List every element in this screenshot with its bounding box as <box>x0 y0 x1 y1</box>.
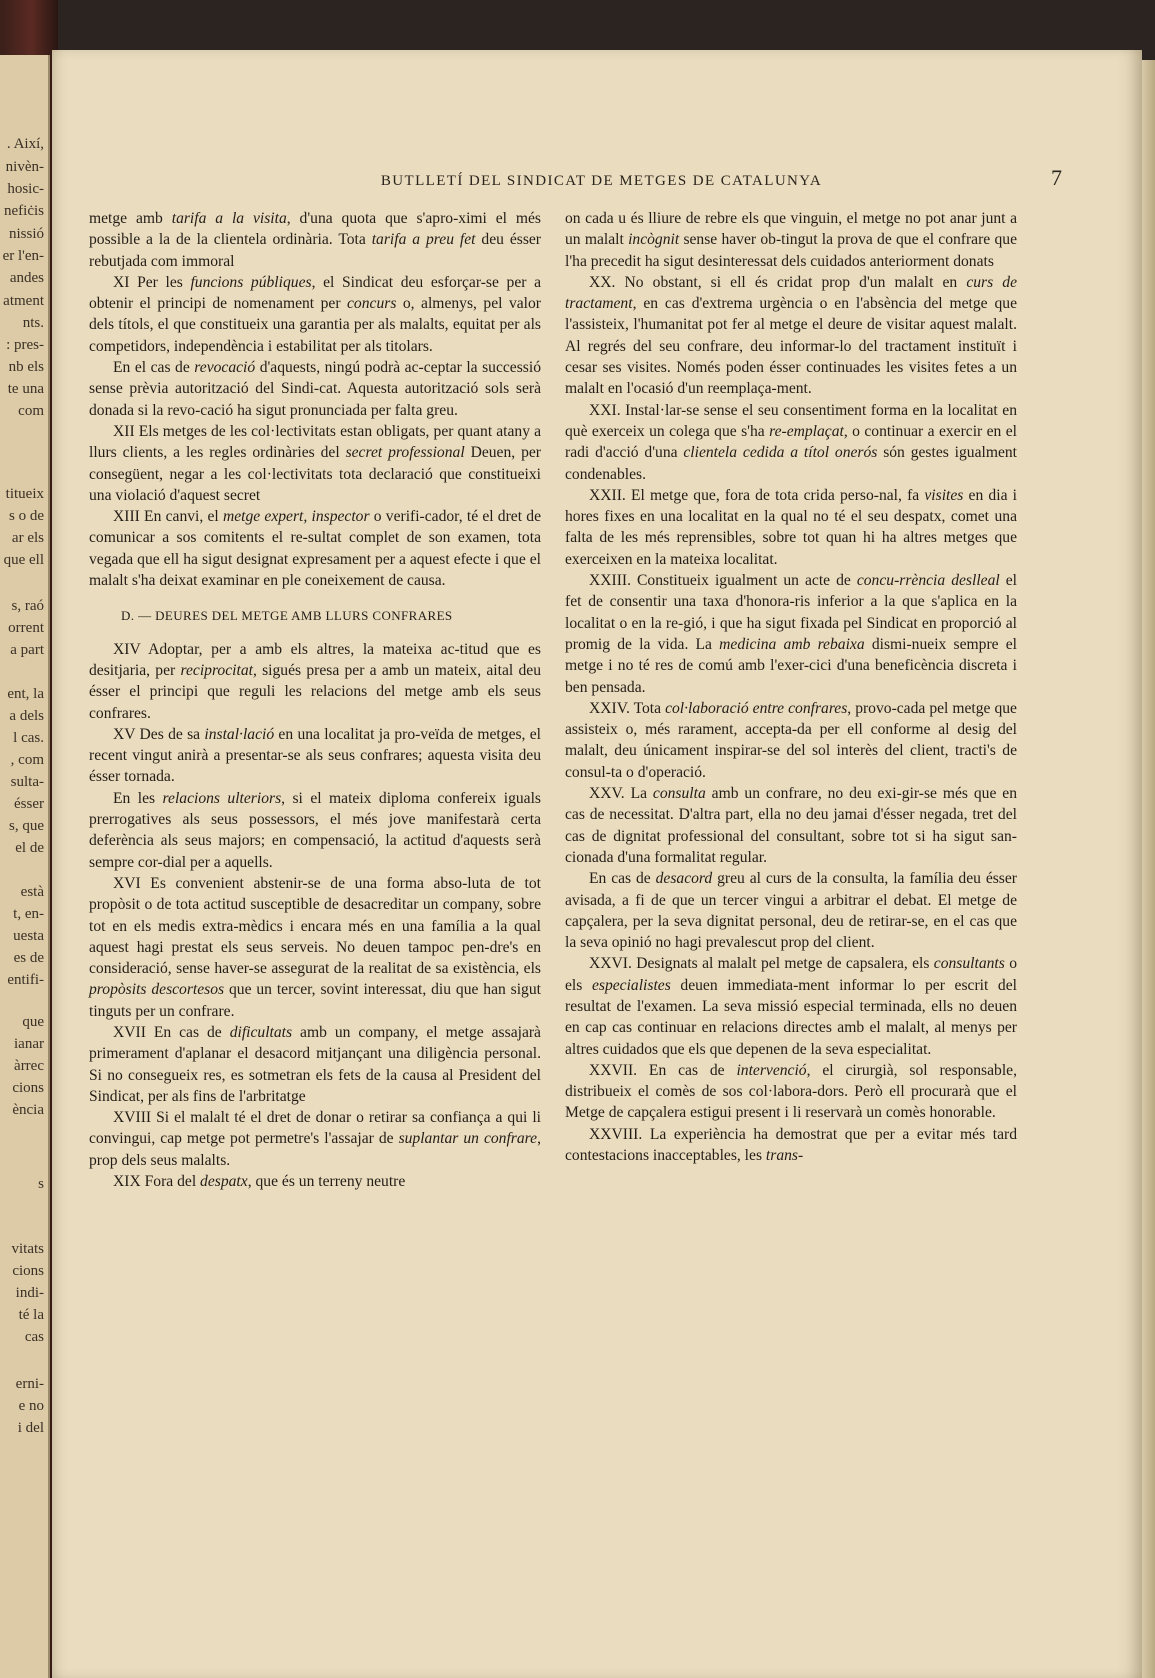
prev-page-text-fragment: s o de <box>9 508 44 524</box>
paragraph: on cada u és lliure de rebre els que vinguin, el metge no pot anar junt a un malalt incògnit sense haver ob-tingut la prova de que el confrare que l'ha precedit ha sigut desinteressat dels cuidados anteriorment donats <box>565 210 1017 270</box>
prev-page-text-fragment: ianar <box>14 1036 44 1052</box>
paragraph: XXVII. En cas de intervenció, el cirurgià, sol responsable, distribueix el comès de sos col·labora-dors. Però ell procurarà que el Metge de capçalera estigui present i li reservarà un comès honorable. <box>565 1061 1017 1122</box>
prev-page-text-fragment: . Així, <box>6 136 44 152</box>
prev-page-text-fragment: entifi- <box>7 972 44 988</box>
prev-page-text-fragment: ència <box>12 1102 44 1118</box>
prev-page-text-fragment: cas <box>24 1329 44 1345</box>
prev-page-text-fragment: e no <box>18 1398 44 1414</box>
prev-page-text-fragment: l cas. <box>13 730 44 746</box>
prev-page-text-fragment: t, en- <box>13 906 44 922</box>
paragraph: XVI Es convenient abstenir-se de una forma abso-luta de tot propòsit o de tota actitud susceptible de desacreditar un company, sobre tot en els medis extra-mèdics i encara més en una família a la qual aquest hagi prestat els seus serveis. No deuen tampoc pen-dre's en consideració, sense haver-se assegurat de la realitat de sa existència, els propòsits descortesos que un tercer, sovint interessat, diu que han sigut tinguts per un confrare. <box>89 874 541 1020</box>
paragraph: metge amb tarifa a la visita, d'una quota que s'apro-ximi el més possible a la de la clientela ordinària. Tota tarifa a preu fet deu ésser rebutjada com immoral <box>89 210 542 270</box>
paragraph: XIV Adoptar, per a amb els altres, la mateixa ac-titud que es desitjaria, per reciprocitat, sigués presa per a amb un mateix, aital deu ésser el principi que reguli les relacions del metge amb els seus confrares. <box>89 640 541 722</box>
prev-page-text-fragment: el de <box>15 840 44 856</box>
prev-page-text-fragment: que ell <box>3 552 44 568</box>
prev-page-text-fragment: te una <box>7 381 44 397</box>
paragraph: En el cas de revocació d'aquests, ningú podrà ac-ceptar la successió sense prèvia autorització del Sindi-cat. Aquesta autorització sols serà donada si la revo-cació ha sigut pronunciada per falta greu. <box>89 359 541 419</box>
prev-page-text-fragment: atment <box>3 293 44 309</box>
paragraph: XXVI. Designats al malalt pel metge de capsalera, els consultants o els especialistes deuen immediata-ment informar lo per escrit del resultat de l'examen. La seva missió especial terminada, ells no deuen en cap cas continuar en relacions directes amb el malalt, al menys per altres cuidados que els que depenen de la seva especialitat. <box>565 955 1017 1058</box>
prev-page-text-fragment: s <box>38 1176 44 1192</box>
paragraph: XX. No obstant, si ell és cridat prop d'un malalt en curs de tractament, en cas d'extrema urgència o en l'absència del metge que l'assisteix, l'humanitat pot fer al metge el deure de visitar aquest malalt. Al regrés del seu confrare, deu informar-lo del tractament instituït i cesar ses visites. Només poden ésser continuades les visites fetes a un malalt en l'ocasió d'un reemplaça-ment. <box>565 273 1017 398</box>
journal-title: BUTLLETÍ DEL SINDICAT DE METGES DE CATALUNYA <box>380 173 823 189</box>
prev-page-text-fragment: àrrec <box>14 1058 44 1074</box>
prev-page-text-fragment: cions <box>12 1263 44 1279</box>
paragraph: XII Els metges de les col·lectivitats estan obligats, per quant atany a llurs clients, a les regles ordinàries del secret professional Deuen, per consegüent, negar a les col·lectivitats tota declaració que constitueixi una violació d'aquest secret <box>89 422 541 504</box>
prev-page-text-fragment: es de <box>13 950 44 966</box>
prev-page-text-fragment: orrent <box>8 620 44 636</box>
prev-page-text-fragment: nefiċis <box>4 203 44 219</box>
prev-page-text-fragment: té la <box>18 1307 44 1323</box>
paragraph: XXVIII. La experiència ha demostrat que per a evitar més tard contestacions inacceptables, les trans- <box>565 1125 1017 1165</box>
prev-page-text-fragment: : pres- <box>6 337 44 353</box>
prev-page-text-fragment: s, que <box>9 818 44 834</box>
page-number: 7 <box>1051 165 1062 190</box>
document-page <box>52 50 1142 1678</box>
prev-page-text-fragment: a part <box>10 642 44 658</box>
paragraph: XVII En cas de dificultats amb un company, el metge assajarà primerament d'aplanar el desacord mitjançant una diligència personal. Si no consegueix res, es sotmetran els fets de la causa al President del Sindicat, per als fins de l'arbritatge <box>89 1023 541 1105</box>
prev-page-text-fragment: vitats <box>11 1241 44 1257</box>
paragraph: XXII. El metge que, fora de tota crida perso-nal, fa visites en dia i hores fixes en una localitat en la qual no té el seu despatx, comet una falta de les més reprensibles, sobre tot quan hi ha altres metges que exerceixen en la mateixa localitat. <box>565 486 1017 568</box>
prev-page-text-fragment: ent, la <box>7 686 44 702</box>
prev-page-text-fragment: er l'en- <box>2 248 44 264</box>
paragraph: XXI. Instal·lar-se sense el seu consentiment forma en la localitat en què exerceix un colega que s'ha re-emplaçat, o continuar a exercir en el radi d'acció d'una clientela cedida a títol onerós són gestes igualment condenables. <box>565 401 1017 483</box>
prev-page-text-fragment: indi- <box>15 1285 44 1301</box>
previous-page-edge <box>0 55 50 1678</box>
paragraph: XV Des de sa instal·lació en una localitat ja pro-veïda de metges, el recent vingut anirà a presentar-se als seus confrares; aquesta visita deu ésser tornada. <box>89 725 542 786</box>
running-header <box>112 165 1062 191</box>
prev-page-text-fragment: erni- <box>15 1376 44 1392</box>
prev-page-text-fragment: a dels <box>9 708 44 724</box>
paragraph: En les relacions ulteriors, si el mateix diploma confereix iguals prerrogatives als seus possessors, el més jove manifestarà certa deferència als seus majors; en compensació, la actitud d'aquests serà sempre cor-dial per a aquells. <box>89 789 542 871</box>
prev-page-text-fragment: nivèn- <box>5 159 44 175</box>
paragraph: XIII En canvi, el metge expert, inspector o verifi-cador, té el dret de comunicar a sos comitents el re-sultat complet de son examen, tota vegada que ell ha sigut designat expresament per a aquest efecte i que el malalt s'ha deixat examinar en ple coneixement de causa. <box>89 508 541 590</box>
prev-page-text-fragment: sulta- <box>10 774 44 790</box>
paragraph: XXV. La consulta amb un confrare, no deu exi-gir-se més que en cas de necessitat. D'altra part, ella no deu jamai d'ésser negada, tret del cas de dignitat professional del consultant, sobre tot si ha sigut san-cionada d'una formalitat regular. <box>565 785 1017 866</box>
prev-page-text-fragment: i del <box>17 1420 44 1436</box>
paragraph: XI Per les funcions públiques, el Sindicat deu esforçar-se per a obtenir el principi de nomenament per concurs o, almenys, pel valor dels títols, el que constitueix una garantia per als malalts, equitat per als competidors, independència i estabilitat per als titolars. <box>89 273 541 355</box>
prev-page-text-fragment: cions <box>12 1080 44 1096</box>
prev-page-text-fragment: s, raó <box>11 598 44 614</box>
prev-page-text-fragment: andes <box>9 270 44 286</box>
prev-page-text-fragment: està <box>20 884 44 900</box>
paragraph: En cas de desacord greu al curs de la consulta, la família deu ésser avisada, a fi de que un tercer vingui a arbitrar el debat. El metge de capçalera, per la seva dignitat personal, deu de retirar-se, en el cas que la seva opinió no hagi prevalescut prop del client. <box>565 870 1017 952</box>
prev-page-text-fragment: nts. <box>22 315 44 331</box>
prev-page-text-fragment: ar els <box>11 530 44 546</box>
prev-page-text-fragment: nb els <box>8 359 44 375</box>
right-column <box>565 208 1017 1166</box>
paragraph: XXIV. Tota col·laboració entre confrares, provo-cada pel metge que assisteix o, més rarament, accepta-da per ell conforme al desig del malalt, deu únicament inspirar-se del sol interès del client, tracti's de consul-ta o d'operació. <box>565 699 1017 781</box>
paragraph: XVIII Si el malalt té el dret de donar o retirar sa confiança a qui li convingui, cap metge pot permetre's l'assajar de suplantar un confrare, prop dels seus malalts. <box>89 1109 541 1169</box>
prev-page-text-fragment: , com <box>10 752 44 768</box>
prev-page-text-fragment: que <box>22 1014 44 1030</box>
prev-page-text-fragment: ésser <box>14 796 44 812</box>
section-heading: D. — DEURES DEL METGE AMB LLURS CONFRARES <box>121 608 453 624</box>
paragraph: XXIII. Constitueix igualment un acte de concu-rrència deslleal el fet de consentir una taxa d'honora-ris inferior a la que s'aplica en la localitat o en la re-gió, i que ha sigut fixada pel Sindicat en proporció al promig de la vida. La medicina amb rebaixa dismi-nueix sempre el metge i no té res de comú amb l'exer-cici d'una beneficència discreta i ben pensada. <box>565 572 1017 696</box>
prev-page-text-fragment: titueix <box>5 486 44 502</box>
prev-page-text-fragment: hosic- <box>7 181 44 197</box>
prev-page-text-fragment: com <box>18 403 44 419</box>
prev-page-text-fragment: uesta <box>13 928 44 944</box>
prev-page-text-fragment: nissió <box>8 226 44 242</box>
paragraph: XIX Fora del despatx, que és un terreny neutre <box>113 1173 406 1191</box>
left-column <box>89 208 541 1192</box>
